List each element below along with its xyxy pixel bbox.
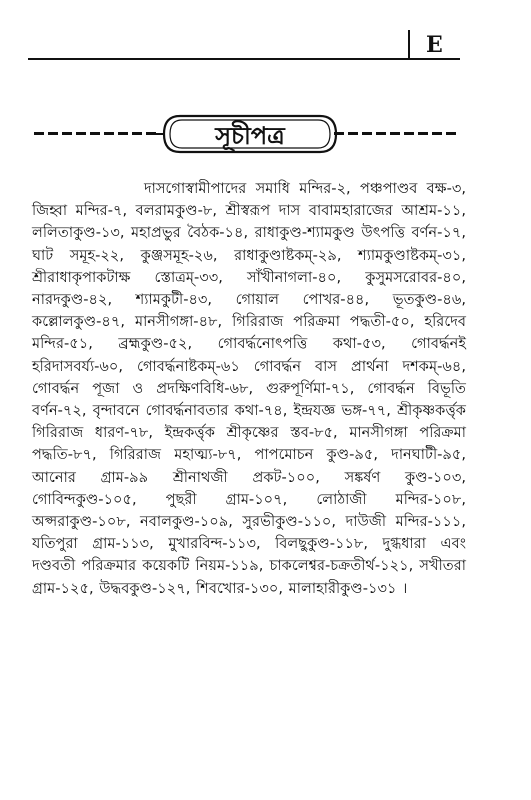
page-title: সূচীপত্র xyxy=(215,122,285,150)
header-vertical-rule xyxy=(408,30,410,60)
title-cartouche xyxy=(30,112,470,156)
contents-paragraph: দাসগোস্বামীপাদের সমাধি মন্দির-২, পঞ্চপাণ্ডব বক্ষ-৩, জিহ্বা মন্দির-৭, বলরামকুণ্ড-৮, শ্রীস্বরূপ দাস বাবামহারাজের আশ্রম-১১, ললিতাকুণ্ড-১৩, মহাপ্রভুর বৈঠক-১৪, রাধাকুণ্ড-শ্যামকুণ্ড উৎপত্তি বর্ণন-১৭, ঘাট সমূহ-২২, কুঞ্জসমূহ-২৬, রাধাকুণ্ডাষ্টকম্-২৯, শ্যামকুণ্ডাষ্টকম্-৩১, শ্রীরাধাকৃপাকটাক্ষ স্তোত্রম্-৩৩, সাঁখীনাগলা-৪০, কুসুমসরোবর-৪০, নারদকুণ্ড-৪২, শ্যামকুটী-৪৩, গোয়াল পোখর-৪৪, ভূতকুণ্ড-৪৬, কল্লোলকুণ্ড-৪৭, মানসীগঙ্গা-৪৮, গিরিরাজ পরিক্রমা পদ্ধতী-৫০, হরিদেব মন্দির-৫১, ব্রহ্মকুণ্ড-৫২, গোবর্দ্ধনোৎপত্তি কথা-৫৩, গোবর্দ্ধনই হরিদাসবর্য্য-৬০, গোবর্দ্ধনাষ্টকম্-৬১ গোবর্দ্ধন বাস প্রার্থনা দশকম্-৬৪, গোবর্দ্ধন পূজা ও প্রদক্ষিণবিধি-৬৮, গুরুপূর্ণিমা-৭১, গোবর্দ্ধন বিভূতি বর্ণন-৭২, বৃন্দাবনে গোবর্দ্ধনাবতার কথা-৭৪, ইন্দ্রযজ্ঞ ভঙ্গ-৭৭, শ্রীকৃষ্ণকর্ত্তৃক গিরিরাজ ধারণ-৭৮, ইন্দ্রকর্ত্তৃক শ্রীকৃষ্ণের স্তব-৮৫, মানসীগঙ্গা পরিক্রমা পদ্ধতি-৮৭, গিরিরাজ মহাত্ম্য-৮৭, পাপমোচন কুণ্ড-৯৫, দানঘাটী-৯৫, আনোর গ্রাম-৯৯ শ্রীনাথজী প্রকট-১০০, সঙ্কর্ষণ কুণ্ড-১০৩, গোবিন্দকুণ্ড-১০৫, পুছরী গ্রাম-১০৭, লোঠাজী মন্দির-১০৮, অপ্সরাকুণ্ড-১০৮, নবালকুণ্ড-১০৯, সুরভীকুণ্ড-১১০, দাউজী মন্দির-১১১, যতিপুরা গ্রাম-১১৩, মুখারবিন্দ-১১৩, বিলছুকুণ্ড-১১৮, দুগ্ধধারা এবং দণ্ডবতী পরিক্রমার কয়েকটি নিয়ম-১১৯, চাকলেশ্বর-চক্রতীর্থ-১২১, সখীতরা গ্রাম-১২৫, উদ্ধবকুণ্ড-১২৭, শিবখোর-১৩০, মালাহারীকুণ্ড-১৩১ । xyxy=(32,180,466,597)
page-letter: E xyxy=(426,32,443,58)
header-rule xyxy=(28,58,460,60)
